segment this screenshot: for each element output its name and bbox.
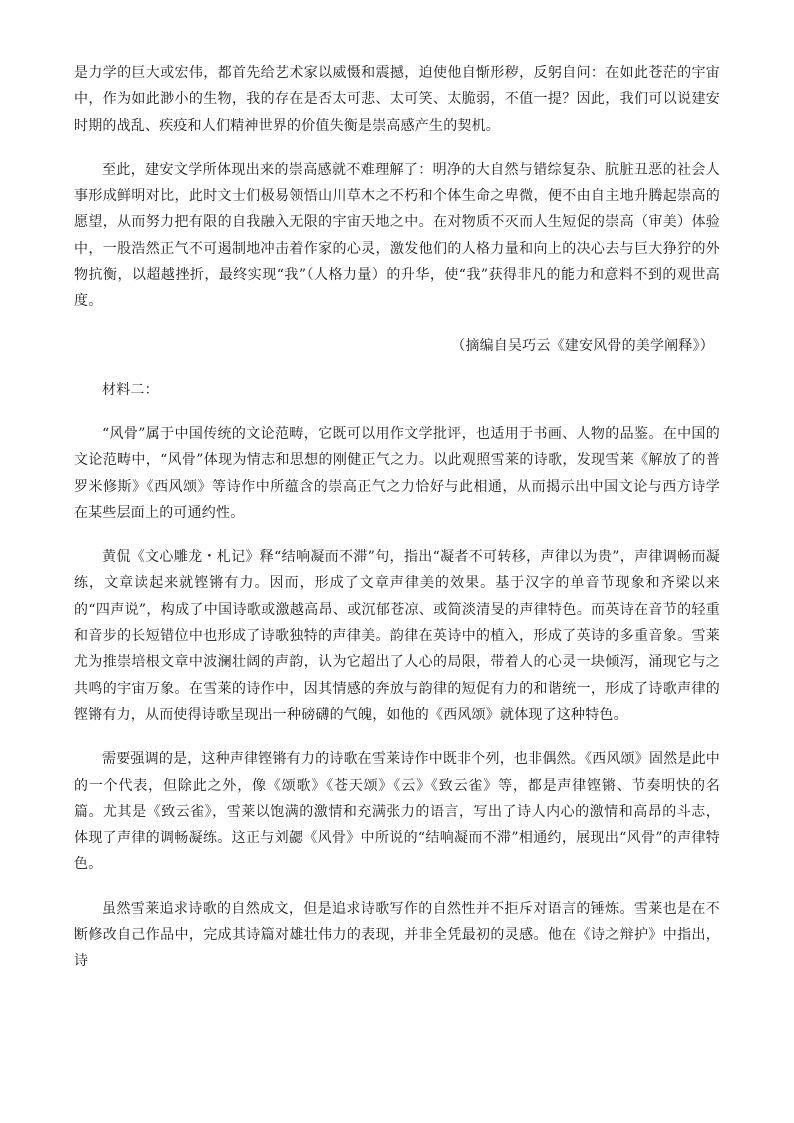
paragraph: 需要强调的是，这种声律铿锵有力的诗歌在雪莱诗作中既非个列，也非偶然。《西风颂》固然是此中的一个代表，但除此之外，像《颂歌》《苍天颂》《云》《致云雀》等，都是声律铿锵、节奏明快的名篇。尤其是《致云雀》，雪莱以饱满的激情和充满张力的语言，写出了诗人内心的激情和高昂的斗志，体现了声律的调畅凝练。这正与刘勰《风骨》中所说的“结响凝而不滞”相通约，展现出“风骨”的声律特色。 [74, 751, 720, 873]
paragraph-continuation: 是力学的巨大或宏伟，都首先给艺术家以威慑和震撼，迫使他自惭形秽，反躬自问：在如此苍茫的宇宙中，作为如此渺小的生物，我的存在是否太可悲、太可笑、太脆弱，不值一提？因此，我们可以说建安时期的战乱、疾疫和人们精神世界的价值失衡是崇高感产生的契机。 [74, 65, 720, 134]
paragraph: 黄侃《文心雕龙・札记》释“结响凝而不滞”句，指出“凝者不可转移，声律以为贵”，声律调畅而凝练，文章读起来就铿锵有力。因而，形成了文章声律美的效果。基于汉字的单音节现象和齐梁以来的“四声说”，构成了中国诗歌或激越高昂、或沉郁苍凉、或简淡清旻的声律特色。而英诗在音节的轻重和音步的长短错位中也形成了诗歌独特的声律美。韵律在英诗中的植入，形成了英诗的多重音象。雪莱尤为推崇培根文章中波澜壮阔的声韵，认为它超出了人心的局限，带着人的心灵一块倾泻，涌现它与之共鸣的宇宙万象。在雪莱的诗作中，因其情感的奔放与韵律的短促有力的和谐统一，形成了诗歌声律的铿锵有力，从而使得诗歌呈现出一种磅礴的气魄，如他的《西风颂》就体现了这种特色。 [74, 549, 720, 723]
paragraph: “风骨”属于中国传统的文论范畴，它既可以用作文学批评，也适用于书画、人物的品鉴。在中国的文论范畴中，“风骨”体现为情志和思想的刚健正气之力。以此观照雪莱的诗歌，发现雪莱《解放了的普罗米修斯》《西风颂》等诗作中所蕴含的崇高正气之力恰好与此相通，从而揭示出中国文论与西方诗学在某些层面上的可通约性。 [74, 425, 720, 521]
document-page [74, 60, 720, 975]
section-label: 材料二： [102, 381, 159, 398]
paragraph: 虽然雪莱追求诗歌的自然成文，但是追求诗歌写作的自然性并不拒斥对语言的锤炼。雪莱也是在不断修改自己作品中，完成其诗篇对雄壮伟力的表现，并非全凭最初的灵感。他在《诗之辩护》中指出，诗 [74, 900, 720, 970]
paragraph: 至此，建安文学所体现出来的崇高感就不难理解了：明净的大自然与错综复杂、肮脏丑恶的社会人事形成鲜明对比，此时文士们极易领悟山川草木之不朽和个体生命之卑微，便不由自主地升腾起崇高的愿望，从而努力把有限的自我融入无限的宇宙天地之中。在对物质不灭而人生短促的崇高（审美）体验中，一股浩然正气不可遏制地冲击着作家的心灵，激发他们的人格力量和向上的决心去与巨大狰狞的外物抗衡，以超越挫折，最终实现“我”（人格力量）的升华，使“我”获得非凡的能力和意料不到的观世高度。 [74, 161, 720, 310]
source-citation: （摘编自吴巧云《建安风骨的美学阐释》） [451, 337, 714, 354]
